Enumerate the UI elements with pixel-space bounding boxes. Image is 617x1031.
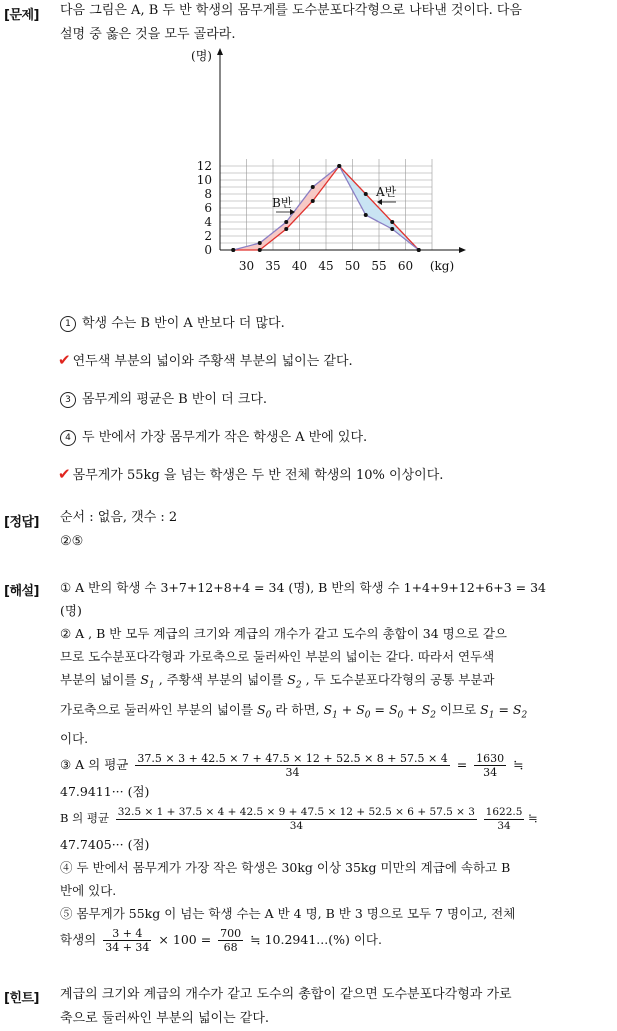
option-5[interactable] [60, 464, 443, 483]
x-tick-label: 30 [238, 259, 255, 273]
hint-line-2: 축으로 둘러싸인 부분의 넓이는 같다. [60, 1011, 270, 1026]
solution-line: 이다. [60, 731, 89, 746]
solution-line: ③ A 의 평균 $\frac{37.5 \times 3 + 42.5 \times 7 + 47.5 \times 12 + 52.5 \times 8 + 57.5 \times 4}{34}$ = $\frac{1630}{34}$ ≒ [60, 752, 524, 779]
data-point [284, 227, 288, 231]
x-tick-label: 35 [265, 259, 281, 273]
solution-line: 반에 있다. [60, 883, 117, 898]
y-tick-label: 0 [204, 243, 212, 257]
data-point [337, 164, 341, 168]
solution-text [60, 576, 612, 955]
y-tick-label: 12 [196, 159, 212, 173]
answer-line-2: ②⑤ [60, 534, 84, 549]
y-tick-label: 8 [204, 187, 212, 201]
answer-line-1: 순서 : 없음, 갯수 : 2 [60, 510, 178, 525]
option-number-3: 3 [60, 392, 76, 408]
solution-line: (명) [60, 603, 82, 618]
solution-line: 가로축으로 둘러싸인 부분의 넓이를 $S_0$ 라 하면, $S_1 + S_0 = S_0 + S_2$ 이므로 $S_1 = S_2$ [60, 701, 528, 720]
solution-line: 47.9411··· (점) [60, 784, 150, 799]
data-point [364, 213, 368, 217]
data-point [390, 220, 394, 224]
problem-line-1: 다음 그림은 A, B 두 반 학생의 몸무게를 도수분포다각형으로 나타낸 것이다. 다음 [60, 3, 522, 18]
solution-line: 47.7405··· (점) [60, 837, 150, 852]
solution-line: ② A , B 반 모두 계급의 크기와 계급의 개수가 같고 도수의 총합이 34 명으로 같으 [60, 626, 508, 641]
option-4[interactable] [60, 426, 367, 446]
solution-line: ① A 반의 학생 수 3+7+12+8+4 = 34 (명), B 반의 학생 수 1+4+9+12+6+3 = 34 [60, 580, 546, 595]
solution-line: ④ 두 반에서 몸무게가 가장 작은 학생은 30kg 이상 35kg 미만의 계급에 속하고 B [60, 860, 511, 875]
problem-label: [문제] [4, 8, 39, 23]
option-2-text: 연두색 부분의 넓이와 주황색 부분의 넓이는 같다. [72, 354, 353, 369]
check-mark-icon: ✔ [58, 351, 71, 369]
option-1-text: 학생 수는 B 반이 A 반보다 더 많다. [82, 316, 285, 331]
data-point [417, 248, 421, 252]
option-3[interactable] [60, 388, 267, 408]
y-tick-label: 4 [204, 215, 212, 229]
x-tick-label: 55 [371, 259, 387, 273]
option-4-text: 두 반에서 가장 몸무게가 작은 학생은 A 반에 있다. [82, 430, 368, 445]
option-1[interactable] [60, 312, 285, 332]
y-axis-arrow [217, 48, 223, 55]
x-tick-label: 45 [318, 259, 334, 273]
data-point [390, 227, 394, 231]
answer-text [60, 506, 612, 554]
option-3-text: 몸무게의 평균은 B 반이 더 크다. [82, 392, 268, 407]
data-point [364, 192, 368, 196]
y-axis-label: (명) [191, 49, 212, 63]
x-tick-label: 40 [291, 259, 308, 273]
data-point [258, 248, 262, 252]
solution-line: 학생의 $\frac{3 + 4}{34 + 34}$ × 100 = $\frac{700}{68}$ ≒ 10.2941...(%) 이다. [60, 927, 382, 954]
option-number-4: 4 [60, 430, 76, 446]
frequency-polygon-chart [180, 46, 470, 276]
hint-text [60, 983, 612, 1031]
problem-text [60, 0, 612, 47]
x-tick-label: 50 [344, 259, 361, 273]
x-axis-label: (kg) [429, 259, 455, 273]
answer-label: [정답] [4, 515, 39, 530]
hint-line-1: 계급의 크기와 계급의 개수가 같고 도수의 총합이 같으면 도수분포다각형과 가로 [60, 987, 512, 1002]
solution-line: B 의 평균 32.5 × 1 + 37.5 × 4 + 42.5 × 9 + 47.5 × 12 + 52.5 × 6 + 57.5 × 3 34 $\frac{1622.5}{34}$ ≒ [60, 805, 538, 832]
data-point [284, 220, 288, 224]
solution-line: 므로 도수분포다각형과 가로축으로 둘러싸인 부분의 넓이는 같다. 따라서 연두색 [60, 649, 495, 664]
solution-line: 부분의 넓이를 $S_1$ , 주황색 부분의 넓이를 $S_2$ , 두 도수분포다각형의 공통 부분과 [60, 672, 495, 691]
check-mark-icon: ✔ [58, 465, 71, 483]
solution-label: [해설] [4, 584, 39, 599]
solution-line: ⑤ 몸무게가 55kg 이 넘는 학생 수는 A 반 4 명, B 반 3 명으로 모두 7 명이고, 전체 [60, 906, 516, 921]
option-5-text: 몸무게가 55kg 을 넘는 학생은 두 반 전체 학생의 10% 이상이다. [72, 468, 444, 483]
series-label-a: A반 [376, 185, 397, 199]
data-point [311, 185, 315, 189]
y-tick-label: 6 [204, 201, 212, 215]
option-2[interactable] [60, 350, 353, 369]
x-tick-label: 60 [397, 259, 414, 273]
option-number-1: 1 [60, 316, 76, 332]
data-point [311, 199, 315, 203]
data-point [231, 248, 235, 252]
series-label-b: B반 [272, 196, 293, 210]
problem-line-2: 설명 중 옳은 것을 모두 골라라. [60, 27, 236, 42]
data-point [258, 241, 262, 245]
hint-label: [힌트] [4, 991, 39, 1006]
x-axis-arrow [459, 247, 466, 253]
label-arrow-a-head [377, 199, 382, 205]
y-tick-label: 2 [204, 229, 212, 243]
y-tick-label: 10 [196, 173, 212, 187]
